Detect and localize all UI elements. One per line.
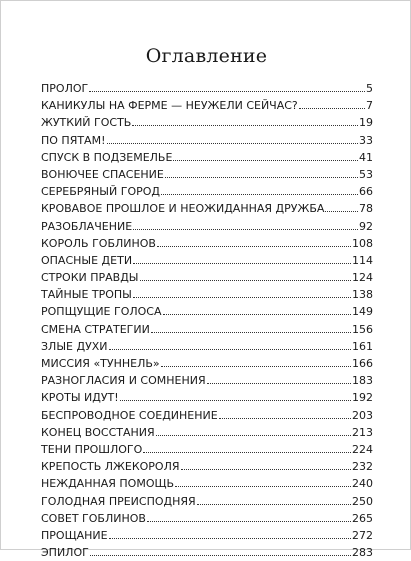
toc-entry bbox=[41, 114, 373, 131]
dot-leader bbox=[107, 143, 359, 144]
toc-entry bbox=[41, 252, 373, 269]
dot-leader bbox=[109, 538, 351, 539]
toc-entry-page-number: 240 bbox=[352, 477, 373, 491]
toc-entry-title: КОНЕЦ ВОССТАНИЯ bbox=[41, 425, 155, 439]
dot-leader bbox=[181, 469, 351, 470]
toc-entry-title: ПРОЛОГ bbox=[41, 82, 89, 95]
toc-entry-title: ЗЛЫЕ ДУХИ bbox=[41, 339, 108, 353]
toc-entry-title: ГОЛОДНАЯ ПРЕИСПОДНЯЯ bbox=[41, 494, 196, 508]
dot-leader bbox=[165, 177, 358, 178]
toc-entry bbox=[41, 527, 373, 544]
toc-entry bbox=[41, 97, 373, 114]
dot-leader bbox=[109, 349, 351, 350]
toc-entry bbox=[41, 407, 373, 424]
toc-entry bbox=[41, 183, 373, 200]
toc-entry-title: СПУСК В ПОДЗЕМЕЛЬЕ bbox=[41, 150, 173, 164]
toc-entry bbox=[41, 218, 373, 235]
dot-leader bbox=[89, 91, 365, 92]
toc-entry bbox=[41, 303, 373, 320]
toc-entry-page-number: 92 bbox=[359, 219, 373, 233]
toc-entry-title: МИССИЯ «ТУННЕЛЬ» bbox=[41, 357, 160, 370]
dot-leader bbox=[325, 211, 358, 212]
dot-leader bbox=[140, 280, 351, 281]
toc-entry-title: ЖУТКИЙ ГОСТЬ bbox=[41, 116, 132, 130]
dot-leader bbox=[132, 125, 358, 126]
toc-entry-title: СОВЕТ ГОБЛИНОВ bbox=[41, 511, 146, 525]
dot-leader bbox=[219, 418, 351, 419]
toc-entry-title: СМЕНА СТРАТЕГИИ bbox=[41, 322, 150, 336]
toc-entry bbox=[41, 355, 373, 372]
toc-entry-page-number: 232 bbox=[352, 460, 373, 474]
toc-entry-title: РАЗНОГЛАСИЯ И СОМНЕНИЯ bbox=[41, 374, 206, 388]
toc-entry-title: КРОТЫ ИДУТ! bbox=[41, 391, 119, 405]
toc-entry bbox=[41, 372, 373, 389]
toc-entry-title: СЕРЕБРЯНЫЙ ГОРОД bbox=[41, 185, 160, 199]
toc-entry-title: ТЕНИ ПРОШЛОГО bbox=[41, 442, 143, 456]
toc-entry-title: КРЕПОСТЬ ЛЖЕКОРОЛЯ bbox=[41, 460, 180, 474]
dot-leader bbox=[143, 452, 351, 453]
toc-entry-title: ВОНЮЧЕЕ СПАСЕНИЕ bbox=[41, 167, 164, 181]
dot-leader bbox=[133, 297, 351, 298]
page-title: Оглавление bbox=[145, 45, 268, 67]
toc-entry bbox=[41, 321, 373, 338]
toc-entry-page-number: 7 bbox=[366, 99, 373, 113]
toc-entry-title: ЭПИЛОГ bbox=[41, 546, 89, 560]
dot-leader bbox=[299, 108, 365, 109]
dot-leader bbox=[147, 521, 351, 522]
toc-entry bbox=[41, 424, 373, 441]
toc-entry-page-number: 283 bbox=[352, 546, 373, 560]
toc-entry-page-number: 19 bbox=[359, 116, 373, 130]
toc-entry bbox=[41, 235, 373, 252]
dot-leader bbox=[161, 366, 351, 367]
toc-entry-title: РОПЩУЩИЕ ГОЛОСА bbox=[41, 305, 162, 319]
toc-entry-title: СТРОКИ ПРАВДЫ bbox=[41, 271, 139, 285]
toc-entry-page-number: 78 bbox=[359, 202, 373, 216]
dot-leader bbox=[133, 263, 351, 264]
toc-entry-title: КАНИКУЛЫ НА ФЕРМЕ — НЕУЖЕЛИ СЕЙЧАС? bbox=[41, 99, 298, 113]
toc-entry bbox=[41, 441, 373, 458]
toc-entry-page-number: 33 bbox=[359, 133, 373, 147]
toc-entry bbox=[41, 286, 373, 303]
toc-entry-title: КРОВАВОЕ ПРОШЛОЕ И НЕОЖИДАННАЯ ДРУЖБА bbox=[41, 202, 325, 216]
dot-leader bbox=[175, 486, 351, 487]
toc-entry-title: ПРОЩАНИЕ bbox=[41, 528, 108, 542]
toc-entry bbox=[41, 269, 373, 286]
toc-entry-title: ОПАСНЫЕ ДЕТИ bbox=[41, 253, 133, 267]
toc-entry-title: БЕСПРОВОДНОЕ СОЕДИНЕНИЕ bbox=[41, 408, 218, 422]
toc-entry-page-number: 166 bbox=[352, 357, 373, 370]
toc-entry-title: КОРОЛЬ ГОБЛИНОВ bbox=[41, 236, 156, 250]
toc-entry bbox=[41, 166, 373, 183]
toc-entry-page-number: 265 bbox=[352, 511, 373, 525]
dot-leader bbox=[90, 555, 351, 556]
toc-entry-page-number: 108 bbox=[352, 236, 373, 250]
toc-entry bbox=[41, 510, 373, 527]
toc-entry-page-number: 183 bbox=[352, 374, 373, 388]
toc-entry bbox=[41, 132, 373, 149]
dot-leader bbox=[161, 194, 358, 195]
dot-leader bbox=[157, 246, 351, 247]
dot-leader bbox=[151, 332, 351, 333]
toc-entry bbox=[41, 458, 373, 475]
dot-leader bbox=[163, 314, 351, 315]
toc-entry-page-number: 192 bbox=[352, 391, 373, 405]
toc-entry bbox=[41, 149, 373, 166]
toc-entry-page-number: 66 bbox=[359, 185, 373, 199]
toc-entry bbox=[41, 544, 373, 561]
toc-entry-page-number: 161 bbox=[352, 339, 373, 353]
toc-entry bbox=[41, 475, 373, 492]
table-of-contents bbox=[41, 80, 373, 561]
toc-entry-page-number: 149 bbox=[352, 305, 373, 319]
toc-entry-page-number: 272 bbox=[352, 528, 373, 542]
dot-leader bbox=[173, 160, 358, 161]
toc-entry-page-number: 53 bbox=[359, 167, 373, 181]
toc-entry-page-number: 114 bbox=[352, 253, 373, 267]
toc-entry-page-number: 124 bbox=[352, 271, 373, 285]
dot-leader bbox=[133, 229, 358, 230]
dot-leader bbox=[120, 400, 351, 401]
toc-entry bbox=[41, 389, 373, 406]
toc-entry-page-number: 250 bbox=[352, 494, 373, 508]
toc-entry-title: РАЗОБЛАЧЕНИЕ bbox=[41, 219, 133, 233]
toc-entry-page-number: 203 bbox=[352, 408, 373, 422]
toc-entry-title: ПО ПЯТАМ! bbox=[41, 133, 106, 147]
toc-entry-page-number: 156 bbox=[352, 322, 373, 336]
toc-entry-page-number: 224 bbox=[352, 442, 373, 456]
toc-entry-page-number: 213 bbox=[352, 425, 373, 439]
toc-entry bbox=[41, 80, 373, 97]
dot-leader bbox=[207, 383, 351, 384]
toc-entry bbox=[41, 200, 373, 217]
toc-entry-page-number: 5 bbox=[366, 82, 373, 95]
toc-entry bbox=[41, 493, 373, 510]
toc-entry bbox=[41, 338, 373, 355]
toc-entry-title: ТАЙНЫЕ ТРОПЫ bbox=[41, 288, 132, 302]
toc-entry-page-number: 41 bbox=[359, 150, 373, 164]
dot-leader bbox=[197, 504, 351, 505]
toc-entry-page-number: 138 bbox=[352, 288, 373, 302]
dot-leader bbox=[156, 435, 351, 436]
toc-entry-title: НЕЖДАННАЯ ПОМОЩЬ bbox=[41, 477, 175, 491]
